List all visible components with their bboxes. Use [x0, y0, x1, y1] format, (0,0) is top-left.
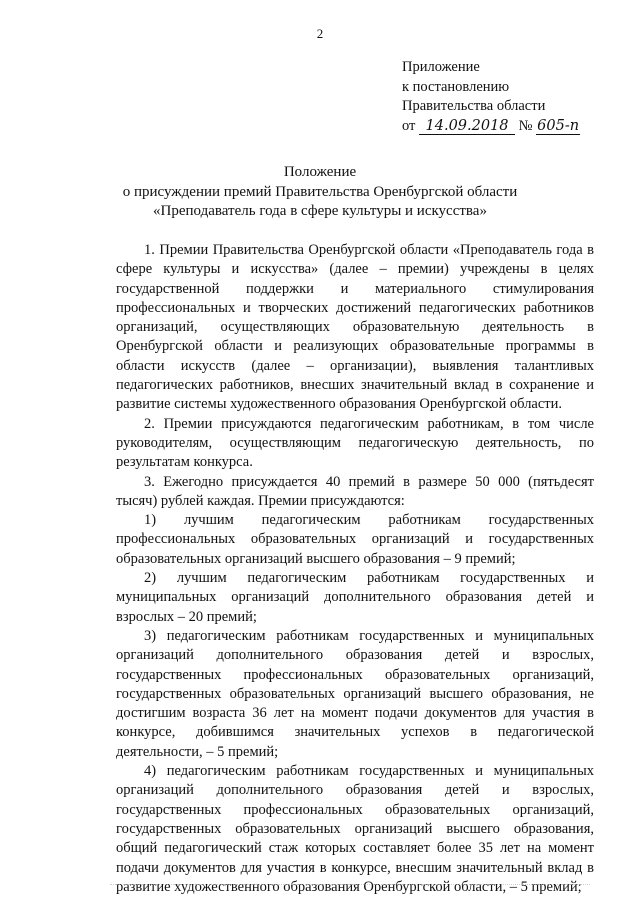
- document-title: [0, 163, 640, 222]
- appendix-to-resolution: к постановлению: [402, 78, 510, 95]
- page-number: 2: [316, 26, 324, 41]
- scan-artifact: [110, 884, 590, 885]
- title-line-1: Положение: [283, 164, 357, 180]
- handwritten-number: 605-п: [537, 117, 580, 134]
- paragraph-2: 2. Премии присуждаются педагогическим работникам, в том числе руководителям, осуществляющим педагогическую деятельность, по результатам конкурса.: [116, 415, 594, 471]
- appendix-header: [402, 58, 580, 136]
- appendix-date-line: [402, 117, 580, 137]
- list-item-1: 1) лучшим педагогическим работникам государственных профессиональных образовательных организаций и государственных образовательных организаций высшего образования – 9 премий;: [116, 512, 594, 567]
- number-sign: №: [518, 117, 533, 134]
- title-line-2: о присуждении премий Правительства Оренбургской области: [122, 183, 518, 200]
- list-item-2: 2) лучшим педагогическим работникам государственных и муниципальных организаций дополнительного образования детей и взрослых – 20 премий;: [116, 570, 594, 625]
- paragraph-3: 3. Ежегодно присуждается 40 премий в размере 50 000 (пятьдесят тысяч) рублей каждая. Премии присуждаются:: [116, 473, 594, 509]
- handwritten-date: 14.09.2018: [419, 118, 515, 135]
- appendix-label: Приложение: [402, 59, 480, 75]
- list-item-3: 3) педагогическим работникам государственных и муниципальных организаций дополнительного образования детей и взрослых, государственных профессиональных образовательных организаций, государственных образовательных организаций высшего образования, не достигшим возраста 36 лет на момент подачи документов для участия в конкурсе, добившимся значительных успехов в педагогической деятельности, – 5 премий;: [116, 627, 594, 760]
- document-body: [116, 241, 594, 897]
- list-item-4: 4) педагогическим работникам государственных и муниципальных организаций дополнительного образования детей и взрослых, государственных профессиональных образовательных организаций, государственных образовательных организаций высшего образования, общий педагогический стаж которых составляет более 35 лет на момент подачи документов для участия в конкурсе, внесшим значительный вклад в развитие художественного образования Оренбургской области, – 5 премий;: [116, 763, 594, 895]
- appendix-government: Правительства области: [402, 98, 546, 114]
- paragraph-1: 1. Премии Правительства Оренбургской области «Преподаватель года в сфере культуры и искусства» (далее – премии) учреждены в целях государственной поддержки и материального стимулирования профессиональных и творческих достижений педагогических работников организаций, осуществляющих образовательную деятельность в Оренбургской области и реализующих образовательные программы в области искусств (далее – организации), выявления талантливых педагогических работников, внесших значительный вклад в сохранение и развитие системы художественного образования Оренбургской области.: [116, 242, 594, 413]
- title-line-3: «Преподаватель года в сфере культуры и искусства»: [153, 203, 487, 219]
- appendix-from-prefix: от: [402, 117, 416, 134]
